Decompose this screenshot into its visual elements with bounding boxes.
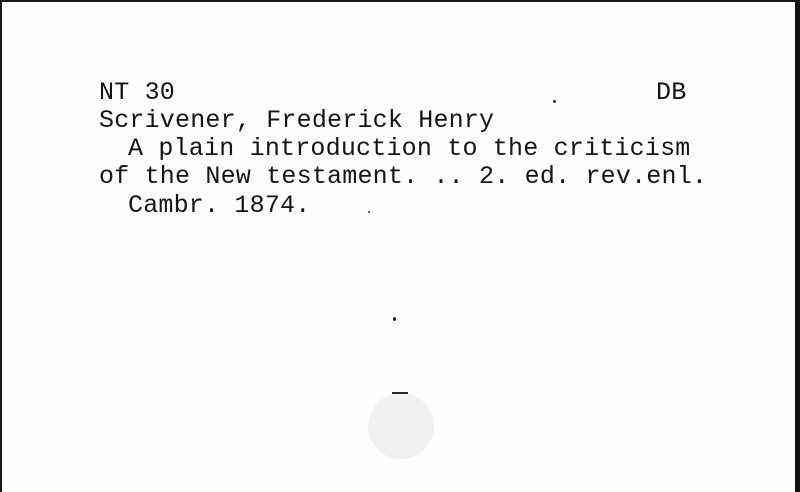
ink-speck bbox=[368, 211, 370, 213]
ink-dash bbox=[392, 392, 408, 394]
ink-speck bbox=[393, 317, 396, 321]
scan-edge-left bbox=[0, 0, 2, 492]
location-code: DB bbox=[656, 78, 687, 107]
ink-speck bbox=[553, 100, 556, 103]
author-heading: Scrivener, Frederick Henry bbox=[99, 106, 495, 135]
punch-hole bbox=[368, 393, 434, 459]
imprint: Cambr. 1874. bbox=[128, 191, 311, 220]
title-line-2: of the New testament. .. 2. ed. rev.enl. bbox=[99, 162, 708, 191]
call-number: NT 30 bbox=[99, 78, 176, 107]
title-line-1: A plain introduction to the criticism bbox=[128, 134, 691, 163]
scan-edge-top bbox=[0, 0, 800, 2]
scan-edge-right bbox=[795, 0, 800, 492]
